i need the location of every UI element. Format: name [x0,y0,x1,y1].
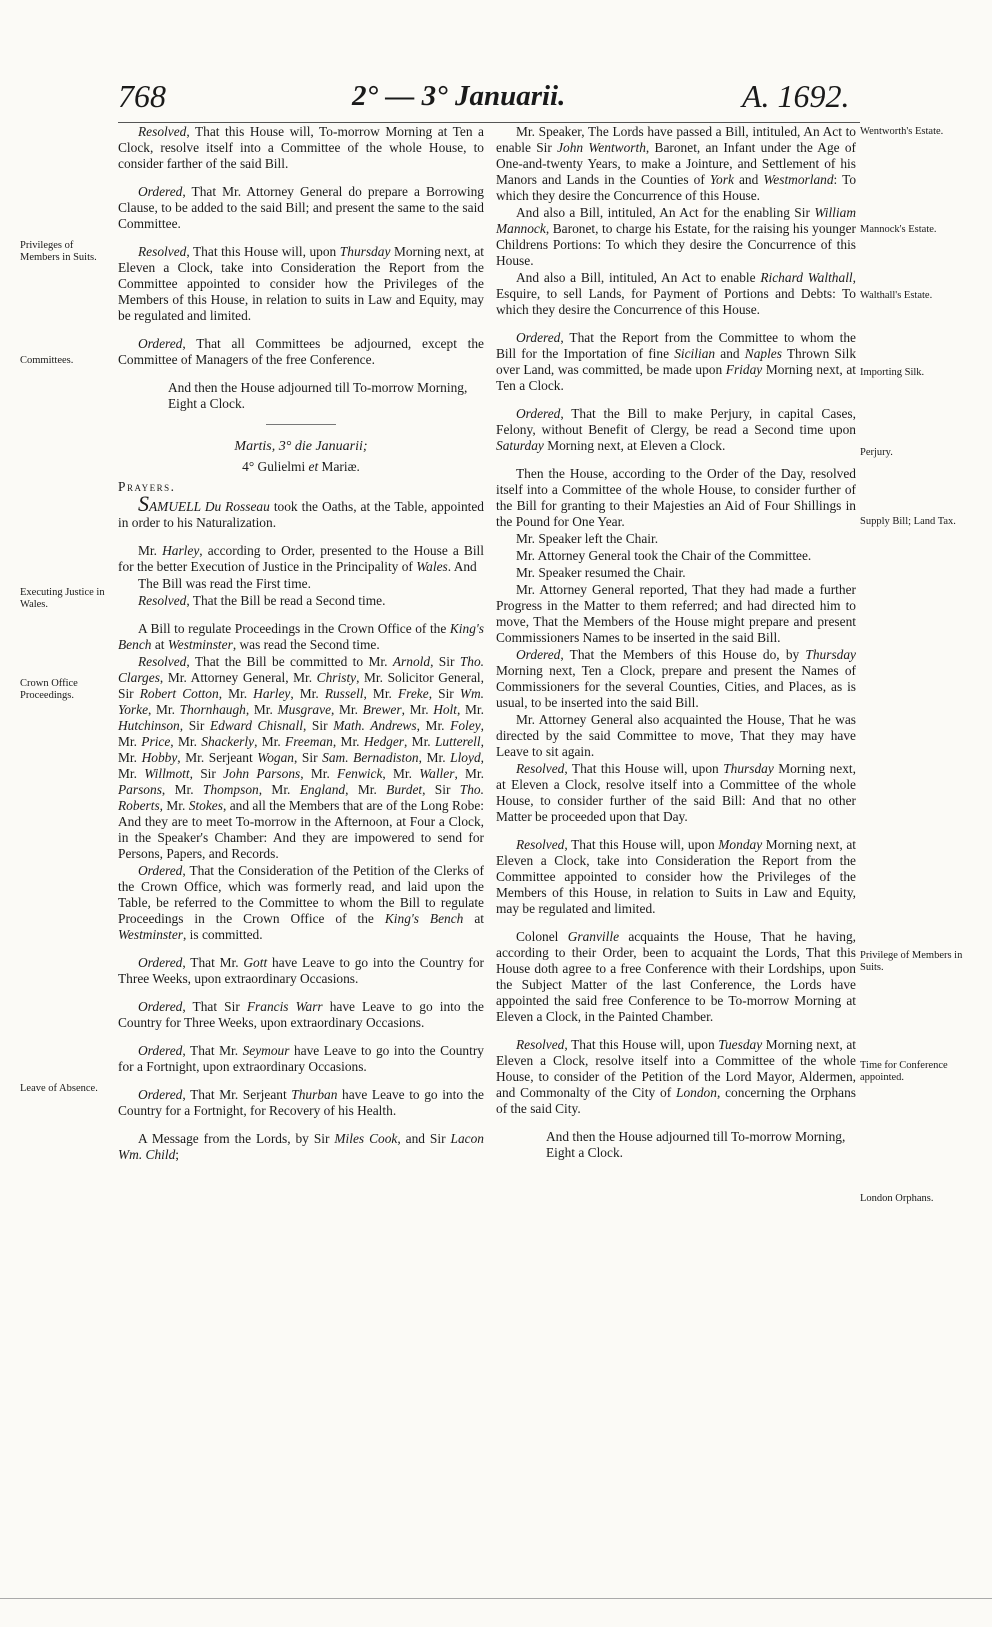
paragraph: Ordered, That Mr. Gott have Leave to go into the Country for Three Weeks, upon extraordinary Occasions. [118,955,484,986]
page-edge-rule [0,1598,992,1599]
day-heading: Martis, 3° die Januarii; [234,439,368,454]
margin-note: London Orphans. [860,1193,934,1204]
margin-note: Importing Silk. [860,367,925,378]
paragraph: Resolved, That the Bill be committed to Mr. Arnold, Sir Tho. Clarges, Mr. Attorney General, Mr. Christy, Mr. Solicitor General, Sir Robert Cotton, Mr. Harley, Mr. Russell, Mr. Freke, Sir Wm. Yorke, Mr. Thornhaugh, Mr. Musgrave, Mr. Brewer, Mr. Holt, Mr. Hutchinson, Sir Edward Chisnall, Sir Math. Andrews, Mr. Foley, Mr. Price, Mr. Shackerly, Mr. Freeman, Mr. Hedger, Mr. Lutterell, Mr. Hobby, Mr. Serjeant Wogan, Sir Sam. Bernadiston, Mr. Lloyd, Mr. Willmott, Sir John Parsons, Mr. Fenwick, Mr. Waller, Mr. Parsons, Mr. Thompson, Mr. England, Mr. Burdet, Sir Tho. Roberts, Mr. Stokes, and all the Members that are of the Long Robe: And they are to meet To-morrow in the Afternoon, at Four a Clock, in the Speaker's Chamber: And they are impowered to send for Persons, Papers, and Records. [118,654,485,861]
paragraph: Colonel Granville acquaints the House, That he having, according to their Order, been to acquaint the Lords, That this House doth agree to a free Conference with their Lordships, upon the Subject Matter of the last Conference, the Lords have appointed the said free Conference to be To-morrow Morning at Eleven a Clock, in the Painted Chamber. [496,929,857,1024]
paragraph: Mr. Harley, according to Order, presented to the House a Bill for the better Execution of Justice in the Principality of Wales. And [118,543,484,574]
paragraph: Ordered, That all Committees be adjourned, except the Committee of Managers of the free Conference. [118,336,484,367]
margin-note: Privilege of Members in Suits. [860,950,963,973]
paragraph: SAMUELL Du Rosseau took the Oaths, at the Table, appointed in order to his Naturalization. [118,491,485,530]
margin-note: Mannock's Estate. [860,224,937,235]
regnal-year-heading: 4° Gulielmi et Mariæ. [242,459,360,474]
paragraph: A Bill to regulate Proceedings in the Crown Office of the King's Bench at Westminster, was read the Second time. [118,621,484,652]
paragraph: And also a Bill, intituled, An Act for the enabling Sir William Mannock, Baronet, to charge his Estate, for the raising his younger Childrens Portions: To which they desire the Concurrence of this House. [496,205,856,268]
paragraph: Ordered, That Mr. Attorney General do prepare a Borrowing Clause, to be added to the said Bill; and present the same to the said Committee. [118,184,484,231]
paragraph: The Bill was read the First time. [138,576,311,591]
left-column [118,124,484,1164]
paragraph: Resolved, That this House will, upon Tuesday Morning next, at Eleven a Clock, resolve itself into a Committee of the whole House, to consider of the Petition of the Lord Mayor, Aldermen, and Commonalty of the City of London, concerning the Orphans of the said City. [496,1037,856,1116]
adjournment-note: And then the House adjourned till To-morrow Morning, Eight a Clock. [168,380,468,411]
paragraph: And also a Bill, intituled, An Act to enable Richard Walthall, Esquire, to sell Lands, for Payment of Portions and Debts: To which they desire the Concurrence of this House. [496,270,856,317]
page-header [0,78,992,128]
page-dates: 2° — 3° Januarii. [352,80,566,112]
right-column [496,124,856,1173]
paragraph: Mr. Speaker, The Lords have passed a Bill, intituled, An Act to enable Sir John Wentworth, Baronet, an Infant under the Age of One-and-twenty Years, to make a Jointure, and Settlement of his Manors and Lands in the Counties of York and Westmorland: To which they desire the Concurrence of this House. [496,124,857,203]
paragraph: Mr. Attorney General reported, That they had made a further Progress in the Matter to them referred; and had directed him to move, That the Members of the House might prepare and present Commissioners Names to be inserted in the said Bill. [496,582,856,645]
paragraph: Ordered, That the Report from the Committee to whom the Bill for the Importation of fine Sicilian and Naples Thrown Silk over Land, was committed, be made upon Friday Morning next, at Ten a Clock. [496,330,857,393]
margin-note: Committees. [20,355,74,366]
paragraph: Ordered, That Mr. Serjeant Thurban have Leave to go into the Country for a Fortnight, for Recovery of his Health. [118,1087,484,1118]
margin-note: Executing Justice in Wales. [20,587,105,610]
paragraph: Resolved, That this House will, upon Thursday Morning next, at Eleven a Clock, take into Consideration the Report from the Committee appointed to consider how the Privileges of the Members of this House, in relation to suits in Law and Equity, may be regulated and limited. [118,244,484,323]
margin-note: Wentworth's Estate. [860,126,944,137]
margin-note: Crown Office Proceedings. [20,678,78,701]
margin-note: Leave of Absence. [20,1083,98,1094]
page-year: A. 1692. [742,78,850,114]
paragraph: Mr. Speaker resumed the Chair. [516,565,686,580]
adjournment-note: And then the House adjourned till To-morrow Morning, Eight a Clock. [546,1129,846,1160]
paragraph: Mr. Attorney General also acquainted the House, That he was directed by the said Committee to move, That they may have Leave to sit again. [496,712,856,759]
paragraph: Ordered, That the Members of this House do, by Thursday Morning next, Ten a Clock, prepare and present the Names of Commissioners for the several Counties, Cities, and Places, as is usual, to be inserted into the said Bill. [496,647,856,710]
margin-note: Time for Conference appointed. [860,1060,948,1083]
paragraph: Ordered, That the Consideration of the Petition of the Clerks of the Crown Office, which was formerly read, and laid upon the Table, be referred to the Committee to whom the Bill to regulate Proceedings in the Crown Office of the King's Bench at Westminster, is committed. [118,863,484,942]
paragraph: Mr. Attorney General took the Chair of the Committee. [516,548,812,563]
margin-note: Perjury. [860,447,893,458]
prayers-heading: Prayers. [118,479,176,494]
margin-note: Walthall's Estate. [860,290,933,301]
page-number: 768 [118,78,166,114]
paragraph: A Message from the Lords, by Sir Miles Cook, and Sir Lacon Wm. Child; [118,1131,484,1162]
paragraph: Ordered, That Mr. Seymour have Leave to go into the Country for a Fortnight, upon extraordinary Occasions. [118,1043,484,1074]
section-divider [266,424,336,425]
paragraph: Mr. Speaker left the Chair. [516,531,659,546]
margin-note: Supply Bill; Land Tax. [860,516,956,527]
paragraph: Resolved, That this House will, To-morrow Morning at Ten a Clock, resolve itself into a Committee of the whole House, to consider farther of the said Bill. [118,124,484,171]
paragraph: Resolved, That this House will, upon Thursday Morning next, at Eleven a Clock, resolve itself into a Committee of the whole House, to consider further of the said Bill: And that no other Matter be proceeded upon that Day. [496,761,856,824]
paragraph: Resolved, That this House will, upon Monday Morning next, at Eleven a Clock, take into Consideration the Report from the Committee appointed to consider how the Privileges of the Members of this House, in relation to Suits in Law and Equity, may be regulated and limited. [496,837,856,916]
paragraph: Ordered, That the Bill to make Perjury, in capital Cases, Felony, without Benefit of Clergy, be read a Second time upon Saturday Morning next, at Eleven a Clock. [496,406,856,453]
paragraph: Resolved, That the Bill be read a Second time. [138,593,386,608]
header-rule [118,122,860,123]
paragraph: Ordered, That Sir Francis Warr have Leave to go into the Country for Three Weeks, upon extraordinary Occasions. [118,999,484,1030]
margin-note: Privileges of Members in Suits. [20,240,97,263]
paragraph: Then the House, according to the Order of the Day, resolved itself into a Committee of the whole House, to consider further of the Bill for granting to their Majesties an Aid of Four Shillings in the Pound for One Year. [496,466,856,529]
